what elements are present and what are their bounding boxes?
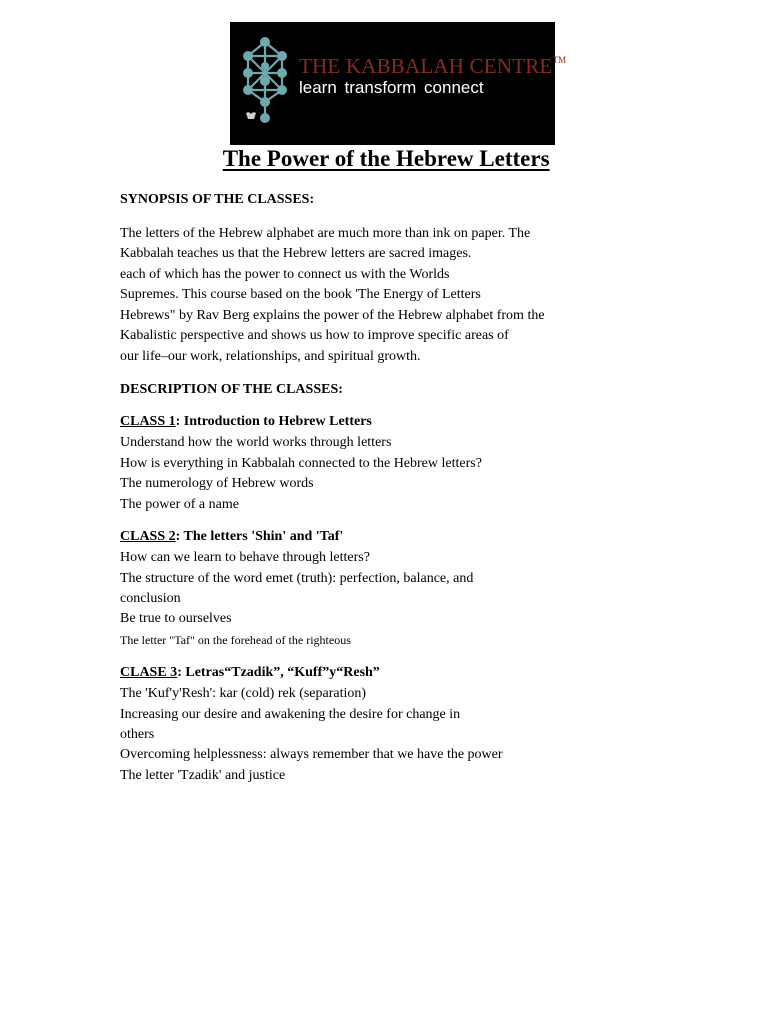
class-2-item: Be true to ourselves [120, 611, 232, 626]
class-1-title: : Introduction to Hebrew Letters [175, 414, 372, 429]
class-3-item: others [120, 727, 155, 742]
page-title: The Power of the Hebrew Letters [222, 146, 550, 171]
class-2-title: : The letters 'Shin' and 'Taf' [175, 529, 344, 544]
class-3-title: : Letras“Tzadik”, “Kuff”y“Resh” [177, 665, 380, 680]
kabbalah-centre-logo [230, 22, 567, 145]
class-1-label: CLASS 1 [120, 414, 176, 429]
class-3-item: Increasing our desire and awakening the desire for change in [120, 707, 461, 722]
synopsis-line: The letters of the Hebrew alphabet are much more than ink on paper. The [120, 226, 531, 241]
class-2-item: The structure of the word emet (truth): perfection, balance, and [120, 571, 474, 586]
class-1-item: The numerology of Hebrew words [120, 476, 314, 491]
class-2-label: CLASS 2 [120, 529, 176, 544]
logo-brand: THE KABBALAH CENTRE™ [299, 54, 567, 78]
description-heading: DESCRIPTION OF THE CLASSES: [120, 382, 343, 397]
class-2-heading [120, 528, 343, 546]
class-1-heading [120, 413, 372, 431]
synopsis-line: each of which has the power to connect us with the Worlds [120, 267, 450, 282]
synopsis-heading: SYNOPSIS OF THE CLASSES: [120, 192, 315, 207]
synopsis-line: Supremes. This course based on the book 'The Energy of Letters [120, 287, 481, 302]
class-1-item: Understand how the world works through letters [120, 435, 392, 450]
class-3-item: Overcoming helplessness: always remember that we have the power [120, 747, 503, 762]
synopsis-line: Kabalistic perspective and shows us how to improve specific areas of [120, 328, 509, 343]
class-1-item: The power of a name [120, 497, 239, 512]
class-2-item: How can we learn to behave through letters? [120, 550, 370, 565]
class-2-item: conclusion [120, 591, 181, 606]
synopsis-line: Kabbalah teaches us that the Hebrew letters are sacred images. [120, 246, 472, 261]
class-3-item: The letter 'Tzadik' and justice [120, 768, 286, 783]
trademark: TM [552, 55, 567, 65]
class-3-item: The 'Kuf'y'Resh': kar (cold) rek (separation) [120, 686, 367, 701]
class-3-heading [120, 664, 380, 682]
class-2-item: The letter "Taf" on the forehead of the righteous [120, 633, 351, 647]
logo-tagline: learn transform connect [299, 78, 484, 97]
synopsis-line: Hebrews" by Rav Berg explains the power of the Hebrew alphabet from the [120, 308, 545, 323]
synopsis-line: our life–our work, relationships, and spiritual growth. [120, 349, 421, 364]
class-1-item: How is everything in Kabbalah connected to the Hebrew letters? [120, 456, 482, 471]
class-3-label: CLASE 3 [120, 665, 178, 680]
small-emblem-icon [245, 111, 258, 121]
